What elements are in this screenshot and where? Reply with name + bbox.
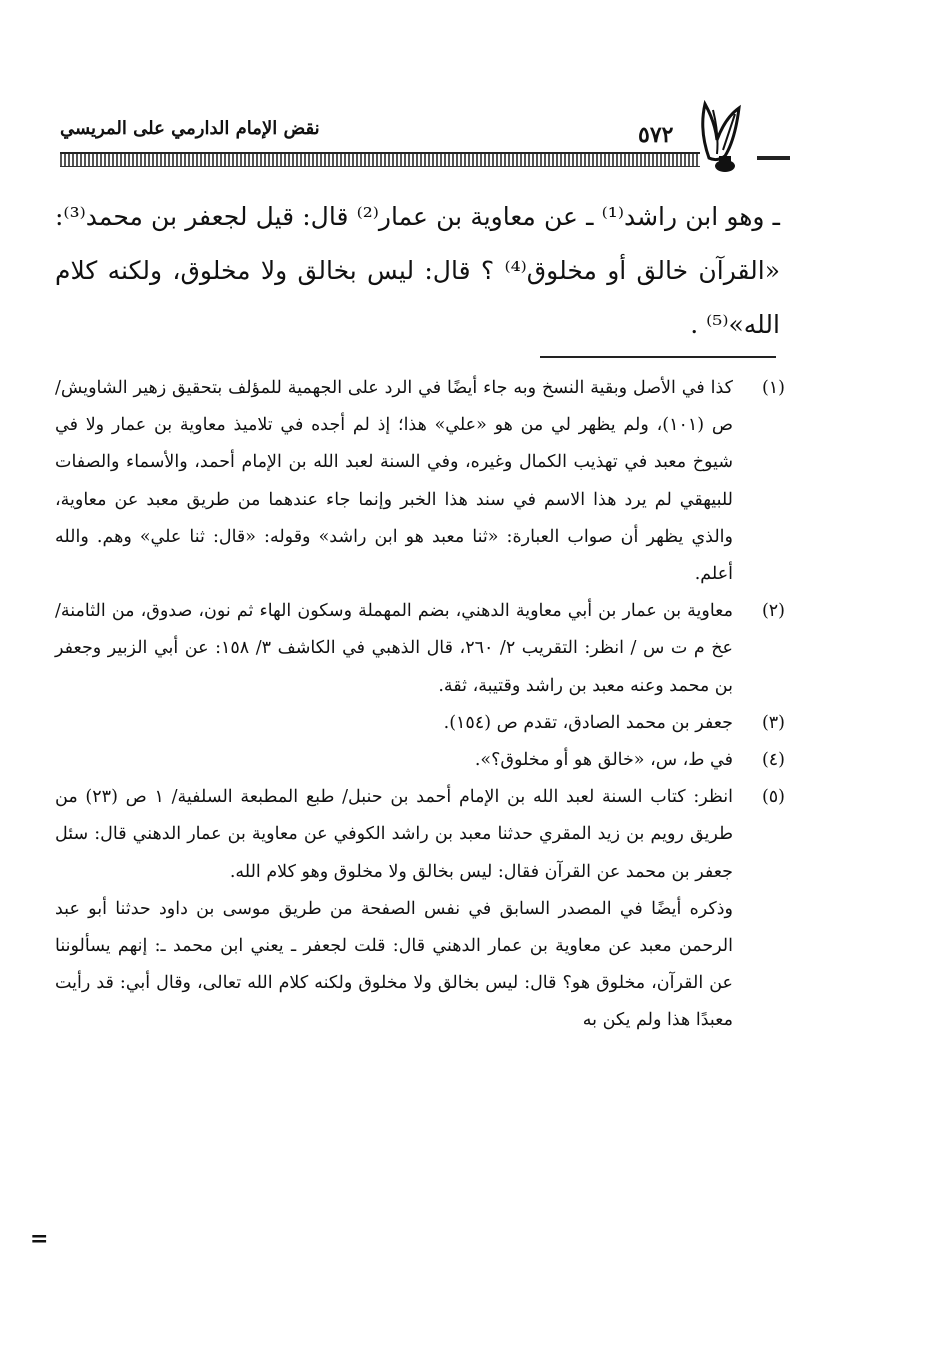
footnote-2	[55, 593, 785, 705]
quill-and-inkwell-icon	[695, 100, 755, 176]
header-divider	[60, 152, 700, 167]
footnote-number: (٥)	[761, 787, 785, 808]
header-divider-right	[757, 156, 790, 160]
page-header	[60, 100, 790, 180]
footnote-number: (٤)	[761, 750, 785, 771]
footnote-number: (٣)	[761, 712, 785, 733]
footnote-divider	[540, 356, 776, 358]
footnote-5-continuation: وذكره أيضًا في المصدر السابق في نفس الصفحة من طريق موسى بن داود حدثنا أبو عبد الرحمن معبد عن معاوية بن عمار الدهني قال: قلت لجعفر ـ يعني ابن محمد ـ: إنهم يسألوننا عن القرآن، مخلوق هو؟ قال: ليس بخالق ولا مخلوق ولكنه كلام الله تعالى، وقال أبي: قد رأيت معبدًا هذا ولم يكن به	[55, 898, 733, 1031]
book-title: نقض الإمام الدارمي على المريسي	[60, 118, 320, 139]
footnote-text: في ط، س، «خالق هو أو مخلوق؟».	[474, 750, 733, 771]
footnote-number: (١)	[761, 378, 785, 398]
main-text	[55, 190, 780, 352]
page-number: ٥٧٢	[638, 122, 674, 148]
footnote-5	[55, 779, 785, 891]
footnote-4	[55, 742, 785, 779]
footnote-3	[55, 705, 785, 742]
continuation-mark: =	[30, 1226, 49, 1252]
footnote-1	[55, 370, 785, 593]
footnote-text: معاوية بن عمار بن أبي معاوية الدهني، بضم المهملة وسكون الهاء ثم نون، صدوق، من الثامنة/ عخ م ت س / انظر: التقريب ٢/ ٢٦٠، قال الذهبي في الكاشف ٣/ ١٥٨: عن أبي الزبير وجعفر بن محمد وعنه معبد بن راشد وقتيبة، ثقة.	[55, 601, 733, 696]
footnote-number: (٢)	[761, 601, 785, 622]
footnotes	[55, 370, 785, 1040]
footnote-text: انظر: كتاب السنة لعبد الله بن الإمام أحمد بن حنبل/ طبع المطبعة السلفية/ ١ ص (٢٣) من طريق رويم بن زيد المقري حدثنا معبد بن راشد الكوفي عن معاوية بن عمار الدهني قال: سئل جعفر بن محمد عن القرآن فقال: ليس بخالق ولا مخلوق وهو كلام الله.	[55, 787, 733, 882]
main-paragraph: ـ وهو ابن راشد⁽¹⁾ ـ عن معاوية بن عمار⁽²⁾ قال: قيل لجعفر بن محمد⁽³⁾: «القرآن خالق أو مخلوق⁽⁴⁾ ؟ قال: ليس بخالق ولا مخلوق، ولكنه كلام الله»⁽⁵⁾ .	[55, 202, 781, 339]
footnote-text: جعفر بن محمد الصادق، تقدم ص (١٥٤).	[443, 712, 733, 733]
footnote-text: كذا في الأصل وبقية النسخ وبه جاء أيضًا في الرد على الجهمية للمؤلف بتحقيق زهير الشاويش/ ص (١٠١)، ولم يظهر لي من هو «علي» هذا؛ إذ لم أجده في تلاميذ معاوية بن عمار ولا في شيوخ معبد في تهذيب الكمال وغيره، وفي السنة لعبد الله بن الإمام أحمد، والأسماء والصفات للبيهقي لم يرد هذا الاسم في سند هذا الخبر وإنما جاء عندهما من طريق معبد عن معاوية، والذي يظهر أن صواب العبارة: «ثنا معبد هو ابن راشد» وقوله: «قال: ثنا علي» وهم. والله أعلم.	[55, 378, 733, 585]
